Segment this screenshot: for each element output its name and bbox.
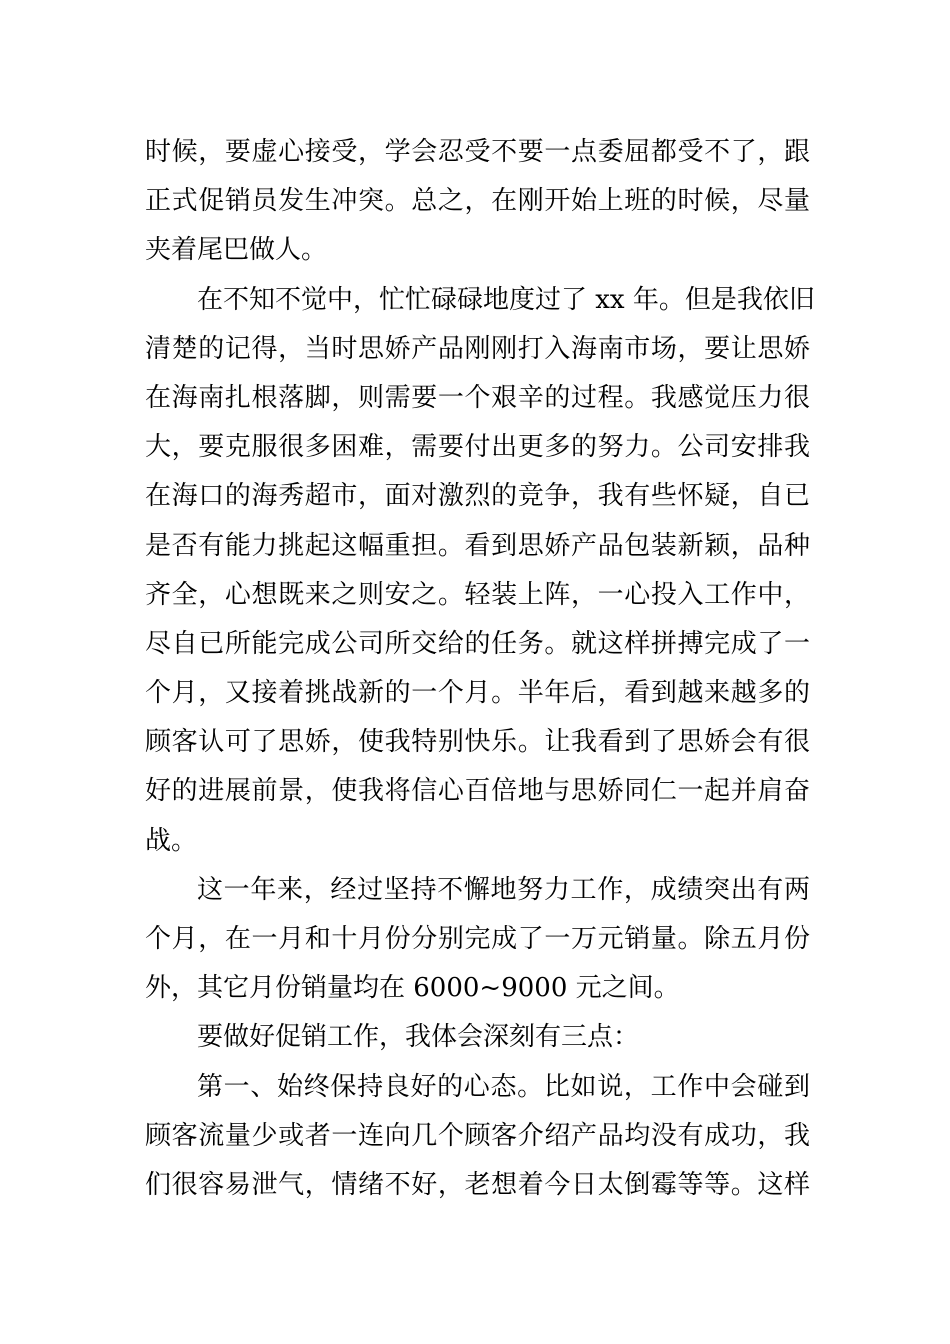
text-line: 在海口的海秀超市，面对激烈的竞争，我有些怀疑，自已	[145, 481, 810, 512]
text-line: 正式促销员发生冲突。总之，在刚开始上班的时候，尽量	[145, 186, 810, 217]
text-line: 顾客流量少或者一连向几个顾客介绍产品均没有成功，我	[145, 1120, 810, 1151]
text-line: 齐全，心想既来之则安之。轻装上阵，一心投入工作中，	[145, 579, 810, 610]
text-line: 时候，要虚心接受，学会忍受不要一点委屈都受不了，跟	[145, 137, 810, 167]
paragraph-first-line: 在不知不觉中，忙忙碌碌地度过了 xx 年。但是我依旧	[197, 284, 815, 315]
paragraph-first-line: 第一、始终保持良好的心态。比如说，工作中会碰到	[197, 1071, 810, 1102]
text-line: 大，要克服很多困难，需要付出更多的努力。公司安排我	[145, 432, 810, 463]
text-line: 是否有能力挑起这幅重担。看到思娇产品包装新颖，品种	[145, 530, 810, 561]
text-line: 外，其它月份销量均在 6000~9000 元之间。	[145, 973, 680, 1004]
text-line: 好的进展前景，使我将信心百倍地与思娇同仁一起并肩奋	[145, 776, 810, 807]
text-line: 在海南扎根落脚，则需要一个艰辛的过程。我感觉压力很	[145, 382, 810, 413]
text-line: 顾客认可了思娇，使我特别快乐。让我看到了思娇会有很	[145, 727, 810, 758]
text-line: 战。	[145, 825, 198, 856]
paragraph-first-line: 要做好促销工作，我体会深刻有三点：	[197, 1022, 640, 1053]
paragraph-first-line: 这一年来，经过坚持不懈地努力工作，成绩突出有两	[197, 874, 810, 905]
text-line: 们很容易泄气，情绪不好，老想着今日太倒霉等等。这样	[145, 1169, 810, 1200]
text-line: 尽自已所能完成公司所交给的任务。就这样拼搏完成了一	[145, 628, 810, 659]
text-line: 个月，又接着挑战新的一个月。半年后，看到越来越多的	[145, 678, 810, 709]
text-line: 夹着尾巴做人。	[145, 235, 328, 266]
text-line: 清楚的记得，当时思娇产品刚刚打入海南市场，要让思娇	[145, 333, 810, 364]
document-body	[145, 128, 815, 1210]
text-line: 个月，在一月和十月份分别完成了一万元销量。除五月份	[145, 924, 810, 954]
